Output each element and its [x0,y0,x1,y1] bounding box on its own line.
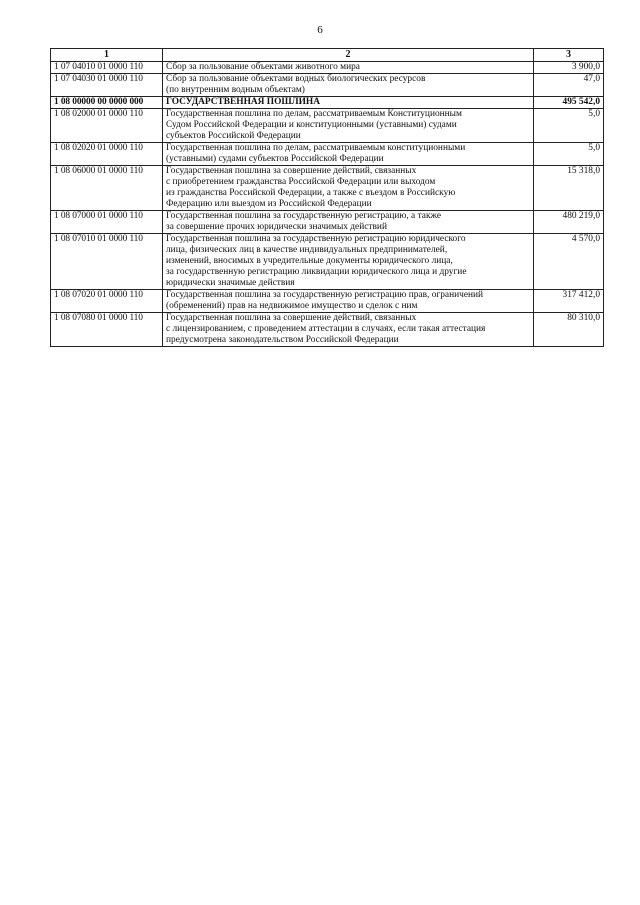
amount: 5,0 [534,143,604,166]
table-body [51,62,604,347]
revenue-name-line: Государственная пошлина по делам, рассматриваемым Конституционным [166,109,462,119]
revenue-name [163,211,534,234]
amount: 495 542,0 [534,97,604,109]
revenue-name-line: за государственную регистрацию ликвидации юридического лица и другие [166,267,467,277]
revenue-name-line: предусмотрена законодательством Российской Федерации [166,335,399,345]
table-header-row [51,49,604,62]
table-row [51,143,604,166]
budget-code: 1 08 02020 01 0000 110 [51,143,163,166]
amount: 15 318,0 [534,166,604,211]
column-header-name: 2 [163,49,534,62]
revenue-name-line: юридически значимые действия [166,278,295,288]
amount: 47,0 [534,74,604,97]
budget-code: 1 08 07080 01 0000 110 [51,313,163,347]
revenue-name [163,74,534,97]
revenue-name-line: Государственная пошлина за государственную регистрацию, а также [166,211,442,221]
revenue-name-line: из гражданства Российской Федерации, а также с въездом в Российскую [166,188,456,198]
amount: 4 570,0 [534,234,604,290]
revenue-name-line: Сбор за пользование объектами водных биологических ресурсов [166,74,426,84]
revenue-name-line: лица, физических лиц в качестве индивидуальных предпринимателей, [166,245,448,255]
table-row [51,74,604,97]
revenue-name [163,109,534,143]
revenue-name-line: Сбор за пользование объектами животного мира [166,62,360,72]
revenue-name-line: с лицензированием, с проведением аттестации в случаях, если такая аттестация [166,324,486,334]
column-header-amount: 3 [534,49,604,62]
revenue-name-line: Государственная пошлина за государственную регистрацию юридического [166,234,466,244]
revenue-name-line: Государственная пошлина за совершение действий, связанных [166,313,417,323]
revenue-name-line: ГОСУДАРСТВЕННАЯ ПОШЛИНА [166,97,320,107]
revenue-name-line: изменений, вносимых в учредительные документы юридического лица, [166,256,453,266]
budget-code: 1 08 07010 01 0000 110 [51,234,163,290]
table-row [51,290,604,313]
table-row [51,234,604,290]
table-row [51,109,604,143]
revenue-name-line: Судом Российской Федерации и конституционными (уставными) судами [166,120,457,130]
revenue-name-line: Государственная пошлина за совершение действий, связанных [166,166,417,176]
table-row [51,313,604,347]
revenue-name [163,143,534,166]
revenue-name-line: с приобретением гражданства Российской Федерации или выходом [166,177,436,187]
budget-code: 1 07 04030 01 0000 110 [51,74,163,97]
revenue-name [163,234,534,290]
revenue-name-line: субъектов Российской Федерации [166,131,301,141]
amount: 317 412,0 [534,290,604,313]
budget-code: 1 07 04010 01 0000 110 [51,62,163,74]
table-row [51,62,604,74]
table-row [51,211,604,234]
amount: 5,0 [534,109,604,143]
budget-code: 1 08 02000 01 0000 110 [51,109,163,143]
revenue-name-line: (обременений) прав на недвижимое имущество и сделок с ним [166,301,418,311]
revenue-name [163,313,534,347]
revenue-table [50,48,604,347]
revenue-name-line: Государственная пошлина по делам, рассматриваемым конституционными [166,143,466,153]
revenue-name-line: (по внутренним водным объектам) [166,85,305,95]
revenue-name-line: Федерацию или выездом из Российской Федерации [166,199,372,209]
budget-code: 1 08 07000 01 0000 110 [51,211,163,234]
budget-code: 1 08 06000 01 0000 110 [51,166,163,211]
revenue-name [163,97,534,109]
revenue-name-line: за совершение прочих юридически значимых действий [166,222,387,232]
page-number: 6 [317,24,323,36]
budget-code: 1 08 07020 01 0000 110 [51,290,163,313]
revenue-name-line: Государственная пошлина за государственную регистрацию прав, ограничений [166,290,484,300]
revenue-name [163,290,534,313]
revenue-name [163,62,534,74]
amount: 480 219,0 [534,211,604,234]
budget-code: 1 08 00000 00 0000 000 [51,97,163,109]
revenue-name-line: (уставными) судами субъектов Российской Федерации [166,154,384,164]
table-row [51,166,604,211]
revenue-name [163,166,534,211]
table-row [51,97,604,109]
amount: 3 900,0 [534,62,604,74]
column-header-code: 1 [51,49,163,62]
amount: 80 310,0 [534,313,604,347]
